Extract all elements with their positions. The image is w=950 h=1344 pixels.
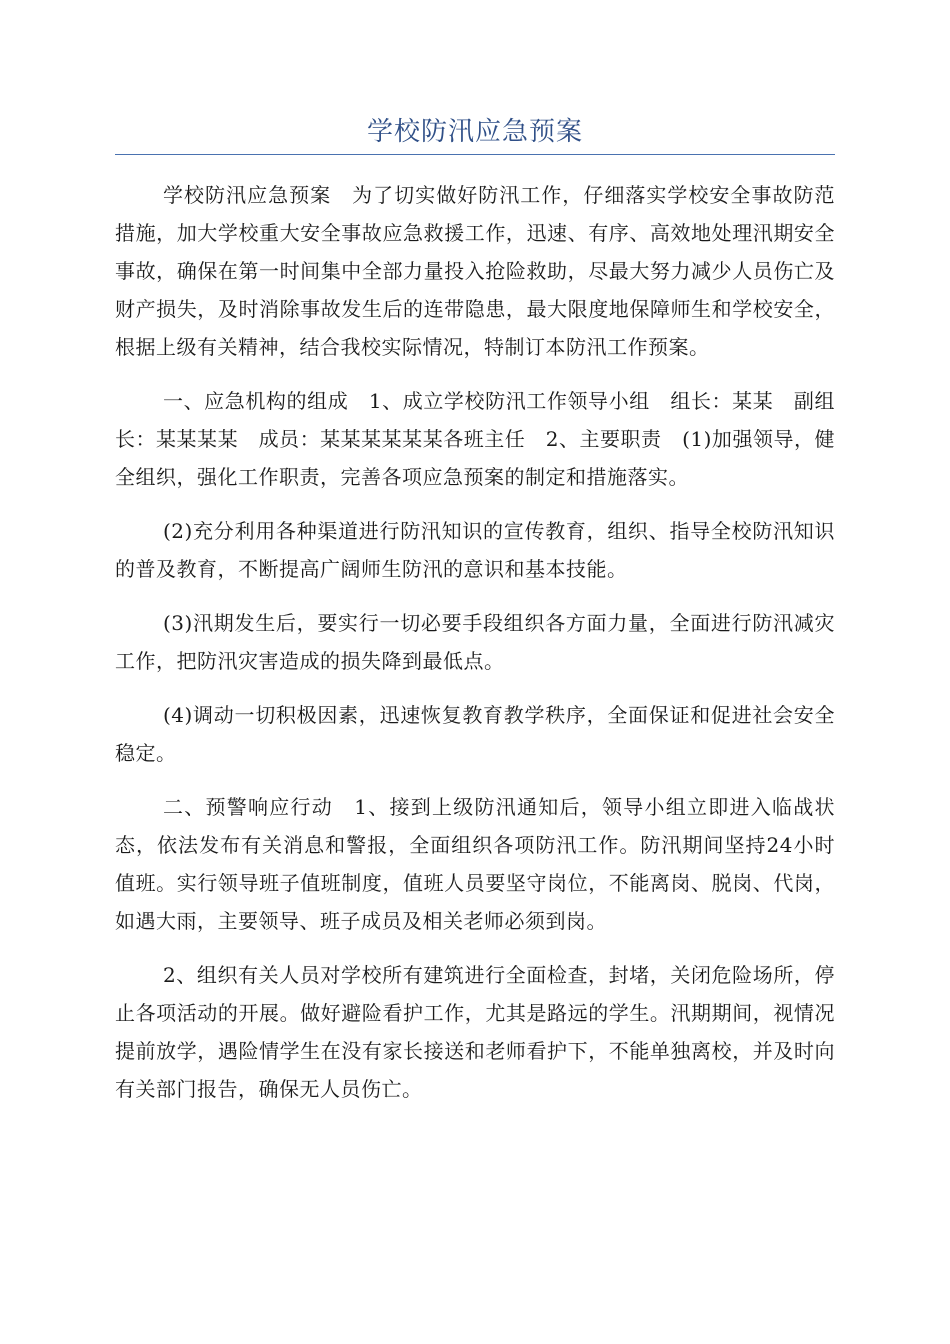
paragraph-intro: 学校防汛应急预案 为了切实做好防汛工作，仔细落实学校安全事故防范措施，加大学校重大安全事故应急救援工作，迅速、有序、高效地处理汛期安全事故，确保在第一时间集中全部力量投入抢险救助，尽最大努力减少人员伤亡及财产损失，及时消除事故发生后的连带隐患，最大限度地保障师生和学校安全，根据上级有关精神，结合我校实际情况，特制订本防汛工作预案。 <box>115 183 835 359</box>
paragraph-duty-2: (2)充分利用各种渠道进行防汛知识的宣传教育，组织、指导全校防汛知识的普及教育，不断提高广阔师生防汛的意识和基本技能。 <box>115 519 835 581</box>
paragraph-duty-4: (4)调动一切积极因素，迅速恢复教育教学秩序，全面保证和促进社会安全稳定。 <box>115 703 835 765</box>
paragraph-organization: 一、应急机构的组成 1、成立学校防汛工作领导小组 组长：某某 副组长：某某某某 成员：某某某某某某各班主任 2、主要职责 (1)加强领导，健全组织，强化工作职责，完善各项应急预案的制定和措施落实。 <box>115 389 835 489</box>
title-underline <box>115 154 835 155</box>
paragraph-warning-response: 二、预警响应行动 1、接到上级防汛通知后，领导小组立即进入临战状态，依法发布有关消息和警报，全面组织各项防汛工作。防汛期间坚持24小时值班。实行领导班子值班制度，值班人员要坚守岗位，不能离岗、脱岗、代岗，如遇大雨，主要领导、班子成员及相关老师必须到岗。 <box>115 795 835 933</box>
document-body <box>115 176 835 1124</box>
paragraph-duty-3: (3)汛期发生后，要实行一切必要手段组织各方面力量，全面进行防汛减灾工作，把防汛灾害造成的损失降到最低点。 <box>115 611 835 673</box>
paragraph-inspection: 2、组织有关人员对学校所有建筑进行全面检查，封堵，关闭危险场所，停止各项活动的开展。做好避险看护工作，尤其是路远的学生。汛期期间，视情况提前放学，遇险情学生在没有家长接送和老师看护下，不能单独离校，并及时向有关部门报告，确保无人员伤亡。 <box>115 963 835 1101</box>
document-title: 学校防汛应急预案 <box>366 117 583 147</box>
